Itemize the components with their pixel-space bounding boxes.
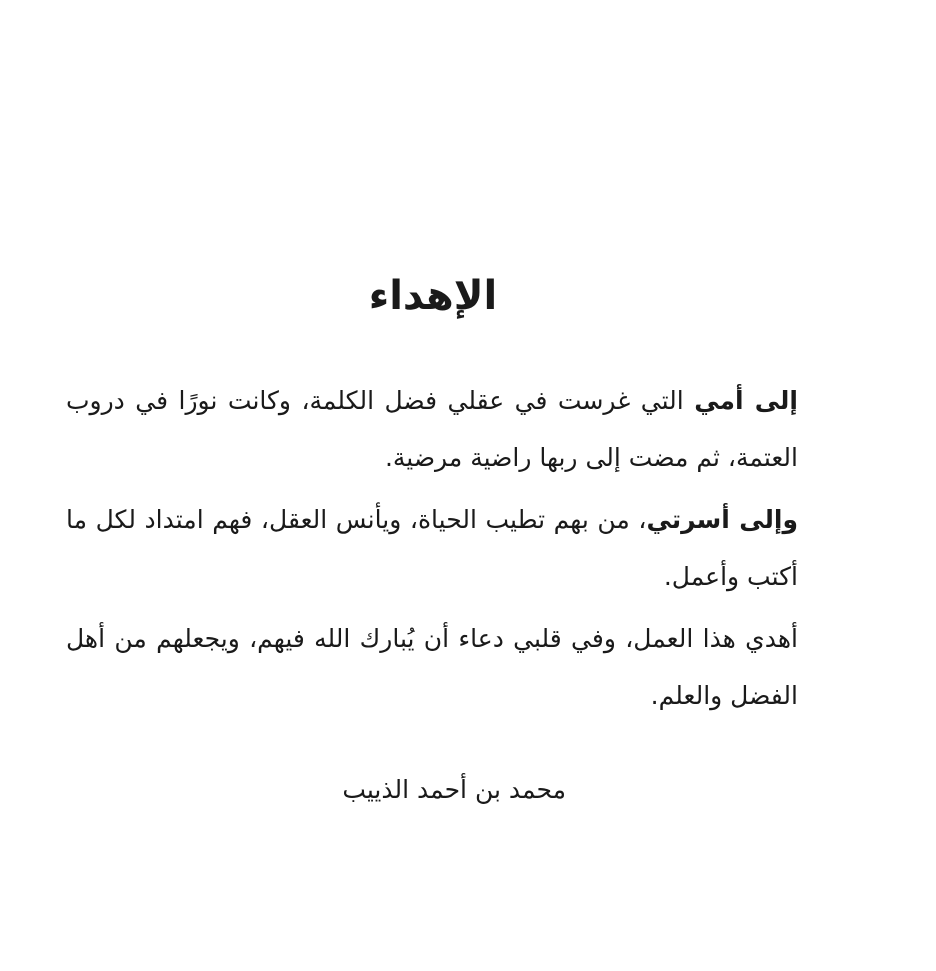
- page-title: الإهداء: [368, 273, 498, 319]
- paragraph-dedication: [66, 610, 798, 724]
- paragraph-lead: وإلى أسرتي: [646, 505, 798, 534]
- paragraph-lead: إلى أمي: [694, 386, 799, 415]
- paragraph-mother: [66, 372, 798, 486]
- paragraph-family: [66, 491, 798, 605]
- paragraph-text: أهدي هذا العمل، وفي قلبي دعاء أن يُبارك الله فيهم، ويجعلهم من أهل الفضل والعلم.: [66, 624, 798, 710]
- dedication-body: [66, 372, 798, 729]
- author-signature: محمد بن أحمد الذييب: [342, 775, 566, 804]
- paragraph-text: ، من بهم تطيب الحياة، ويأنس العقل، فهم امتداد لكل ما أكتب وأعمل.: [66, 505, 798, 591]
- paragraph-text: التي غرست في عقلي فضل الكلمة، وكانت نورًا في دروب العتمة، ثم مضت إلى ربها راضية مرضية.: [66, 386, 798, 472]
